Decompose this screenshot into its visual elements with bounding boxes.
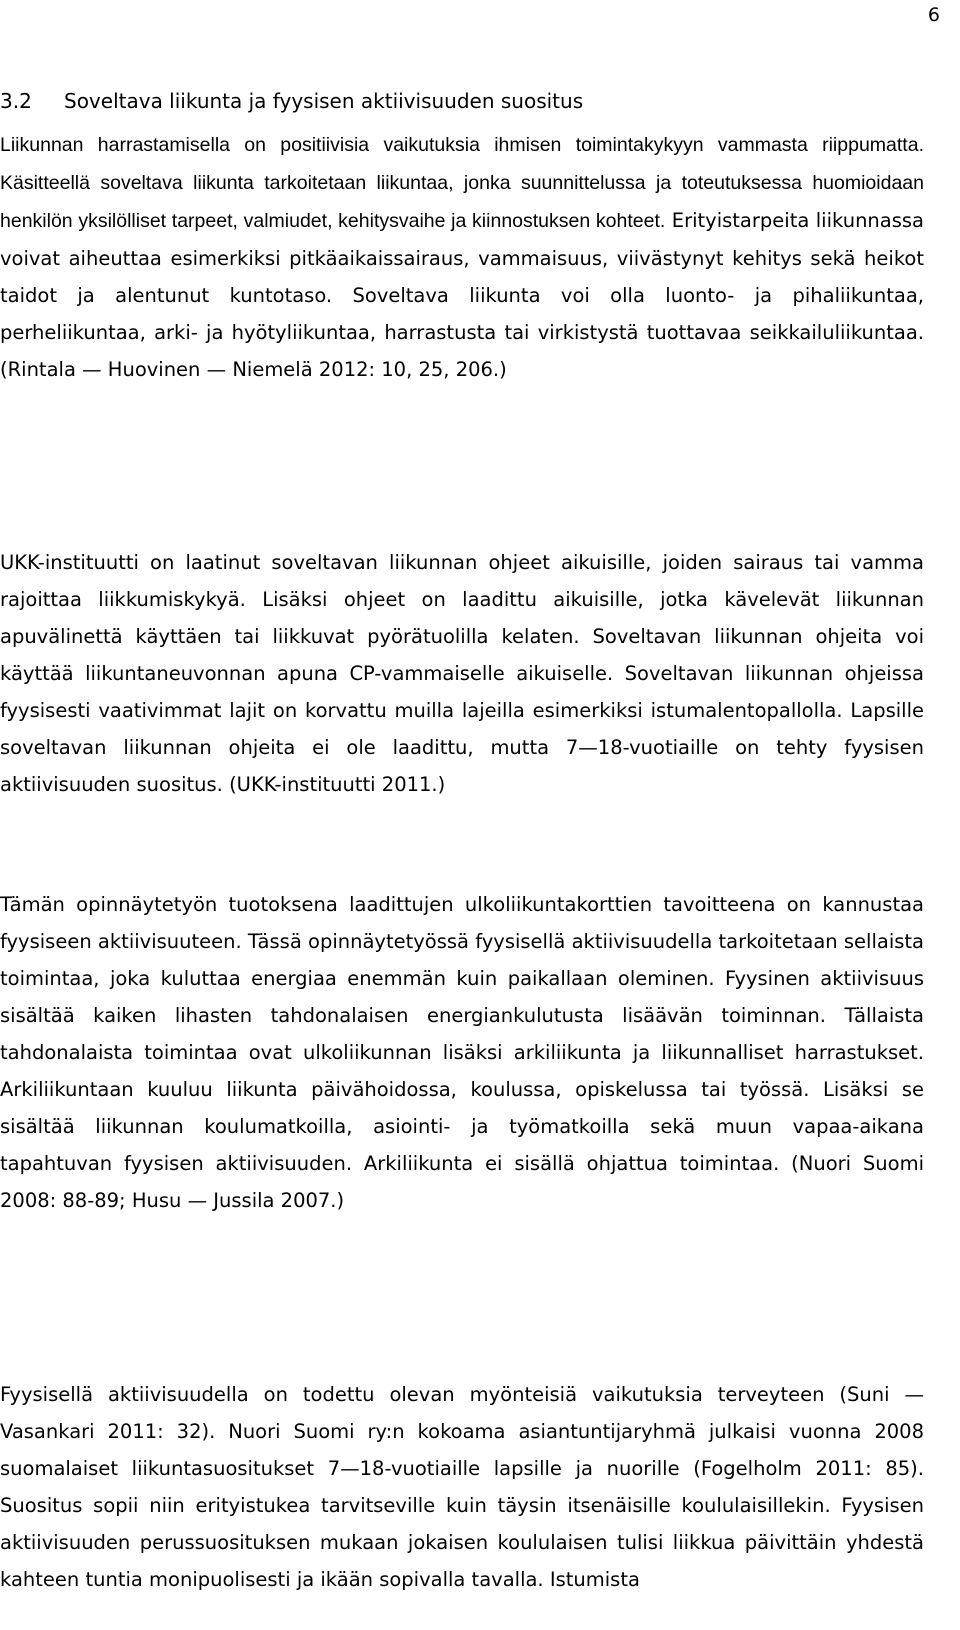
paragraph-soveltava-liikunta: [0, 126, 924, 388]
paragraph-text-part-b: Erityistarpeita liikunnassa voivat aiheuttaa esimerkiksi pitkäaikaissairaus, vammaisuus, viivästynyt kehitys sekä heikot taidot ja alentunut kuntotaso. Soveltava liikunta voi olla luonto- ja pihaliikuntaa, perheliikuntaa, arki- ja hyötyliikuntaa, harrastusta tai virkistystä tuottavaa seikkailuliikuntaa. (Rintala — Huovinen — Niemelä 2012: 10, 25, 206.): [0, 209, 925, 381]
paragraph-ukk-instituutti: UKK-instituutti on laatinut soveltavan liikunnan ohjeet aikuisille, joiden sairaus tai vamma rajoittaa liikkumiskykyä. Lisäksi ohjeet on laadittu aikuisille, jotka kävelevät liikunnan apuvälinettä käyttäen tai liikkuvat pyörätuolilla kelaten. Soveltavan liikunnan ohjeita voi käyttää liikuntaneuvonnan apuna CP-vammaiselle aikuiselle. Soveltavan liikunnan ohjeissa fyysisesti vaativimmat lajit on korvattu muilla lajeilla esimerkiksi istumalentopallolla. Lapsille soveltavan liikunnan ohjeita ei ole laadittu, mutta 7—18-vuotiaille on tehty fyysisen aktiivisuuden suositus. (UKK-instituutti 2011.): [0, 551, 924, 796]
page-number: 6: [927, 4, 940, 26]
paragraph-text-part-a: Liikunnan harrastamisella on positiivisia vaikutuksia ihmisen toimintakykyyn vammasta riippumatta. Käsitteellä soveltava liikunta tarkoitetaan liikuntaa, jonka suunnittelussa ja toteutuksessa huomioidaan henkilön yksilölliset tarpeet, valmiudet, kehitysvaihe ja kiinnostuksen kohteet.: [0, 134, 924, 232]
paragraph-fyysinen-aktiivisuus: Tämän opinnäytetyön tuotoksena laadittujen ulkoliikuntakorttien tavoitteena on kannustaa fyysiseen aktiivisuuteen. Tässä opinnäytetyössä fyysisellä aktiivisuudella tarkoitetaan sellaista toimintaa, joka kuluttaa energiaa enemmän kuin paikallaan oleminen. Fyysinen aktiivisuus sisältää kaiken lihasten tahdonalaisen energiankulutusta lisäävän toiminnan. Tällaista tahdonalaista toimintaa ovat ulkoliikunnan lisäksi arkiliikunta ja liikunnalliset harrastukset. Arkiliikuntaan kuuluu liikunta päivähoidossa, koulussa, opiskelussa tai työssä. Lisäksi se sisältää liikunnan koulumatkoilla, asiointi- ja työmatkoilla sekä muun vapaa-aikana tapahtuvan fyysisen aktiivisuuden. Arkiliikunta ei sisällä ohjattua toimintaa. (Nuori Suomi 2008: 88-89; Husu — Jussila 2007.): [0, 893, 924, 1212]
section-number: 3.2: [0, 89, 32, 113]
section-heading: [0, 86, 950, 116]
paragraph-liikuntasuositukset: Fyysisellä aktiivisuudella on todettu olevan myönteisiä vaikutuksia terveyteen (Suni — Vasankari 2011: 32). Nuori Suomi ry:n kokoama asiantuntijaryhmä julkaisi vuonna 2008 suomalaiset liikuntasuositukset 7—18-vuotiaille lapsille ja nuorille (Fogelholm 2011: 85). Suositus sopii niin erityistukea tarvitseville kuin täysin itsenäisille koululaisillekin. Fyysisen aktiivisuuden perussuosituksen mukaan jokaisen koululaisen tulisi liikkua päivittäin yhdestä kahteen tuntia monipuolisesti ja ikään sopivalla tavalla. Istumista: [0, 1383, 924, 1591]
section-title: Soveltava liikunta ja fyysisen aktiivisuuden suositus: [64, 89, 584, 113]
